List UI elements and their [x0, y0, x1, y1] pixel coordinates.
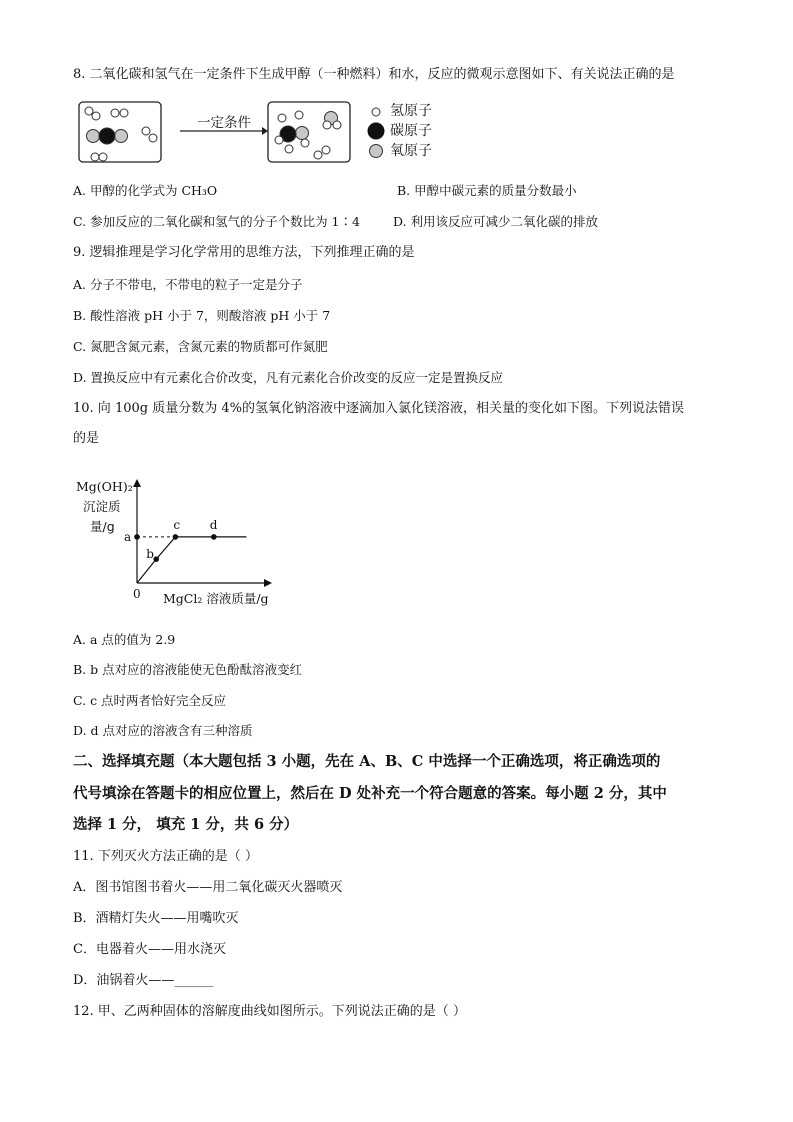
x-label: MgCl₂ 溶液质量/g: [163, 591, 269, 606]
q10-option-d: D. d 点对应的溶液含有三种溶质: [73, 723, 253, 738]
legend-oxygen-label: 氧原子: [390, 143, 432, 159]
x-axis-arrow-icon: [264, 579, 272, 587]
q8-option-b: B. 甲醇中碳元素的质量分数最小: [397, 183, 577, 198]
q10-option-b: B. b 点对应的溶液能使无色酚酞溶液变红: [73, 662, 303, 677]
origin-label: 0: [133, 587, 141, 601]
q9-option-d: D. 置换反应中有元素化合价改变，凡有元素化合价改变的反应一定是置换反应: [73, 370, 504, 385]
q8-stem: 8. 二氧化碳和氢气在一定条件下生成甲醇（一种燃料）和水，反应的微观示意图如下、有关说法正确的是: [73, 67, 675, 82]
q8-option-d: D. 利用该反应可减少二氧化碳的排放: [393, 214, 599, 229]
q10-option-c: C. c 点时两者恰好完全反应: [73, 693, 227, 708]
q9-stem: 9. 逻辑推理是学习化学常用的思维方法，下列推理正确的是: [73, 245, 415, 260]
y-label-line2: 沉淀质: [83, 499, 121, 514]
point-c-marker: [173, 534, 179, 540]
point-d-marker: [211, 534, 217, 540]
y-axis-arrow-icon: [133, 479, 141, 487]
y-label-line1: Mg(OH)₂: [76, 479, 133, 494]
q8-option-a: A. 甲醇的化学式为 CH₃O: [73, 183, 218, 198]
q11-option-d: D．油锅着火——______: [73, 973, 214, 988]
q10-stem-line2: 的是: [73, 431, 100, 446]
y-label-line3: 量/g: [90, 519, 115, 534]
q11-stem: 11. 下列灭火方法正确的是（ ）: [73, 849, 258, 864]
section2-heading-line1: 二、选择填充题（本大题包括 3 小题，先在 A、B、C 中选择一个正确选项，将正确选项的: [73, 753, 661, 770]
q11-option-b: B．酒精灯失火——用嘴吹灭: [73, 911, 239, 926]
point-d-label: d: [209, 517, 218, 532]
section2-heading-line3: 选择 1 分， 填充 1 分，共 6 分）: [73, 816, 299, 833]
q9-option-c: C. 氮肥含氮元素，含氮元素的物质都可作氮肥: [73, 339, 328, 354]
section2-heading-line2: 代号填涂在答题卡的相应位置上，然后在 D 处补充一个符合题意的答案。每小题 2 分，其中: [73, 785, 667, 802]
reaction-condition-label: 一定条件: [197, 115, 251, 131]
q11-option-a: A．图书馆图书着火——用二氧化碳灭火器喷灭: [73, 880, 343, 895]
point-c-label: c: [173, 517, 181, 532]
legend-hydrogen-label: 氢原子: [390, 103, 432, 119]
q10-option-a: A. a 点的值为 2.9: [73, 632, 176, 647]
q11-option-c: C．电器着火——用水浇灭: [73, 942, 226, 957]
q12-stem: 12. 甲、乙两种固体的溶解度曲线如图所示。下列说法正确的是（ ）: [73, 1004, 466, 1019]
point-a-marker: [134, 534, 140, 540]
point-b-marker: [153, 556, 159, 562]
q9-option-a: A. 分子不带电，不带电的粒子一定是分子: [73, 277, 303, 292]
point-b-label: b: [146, 547, 154, 562]
q8-option-c: C. 参加反应的二氧化碳和氢气的分子个数比为 1∶4: [73, 214, 360, 229]
legend-carbon-label: 碳原子: [390, 123, 432, 139]
point-a-label: a: [124, 529, 132, 544]
q9-option-b: B. 酸性溶液 pH 小于 7，则酸溶液 pH 小于 7: [73, 308, 331, 323]
q10-stem-line1: 10. 向 100g 质量分数为 4%的氢氧化钠溶液中逐滴加入氯化镁溶液，相关量的变化如下图。下列说法错误: [73, 401, 684, 416]
